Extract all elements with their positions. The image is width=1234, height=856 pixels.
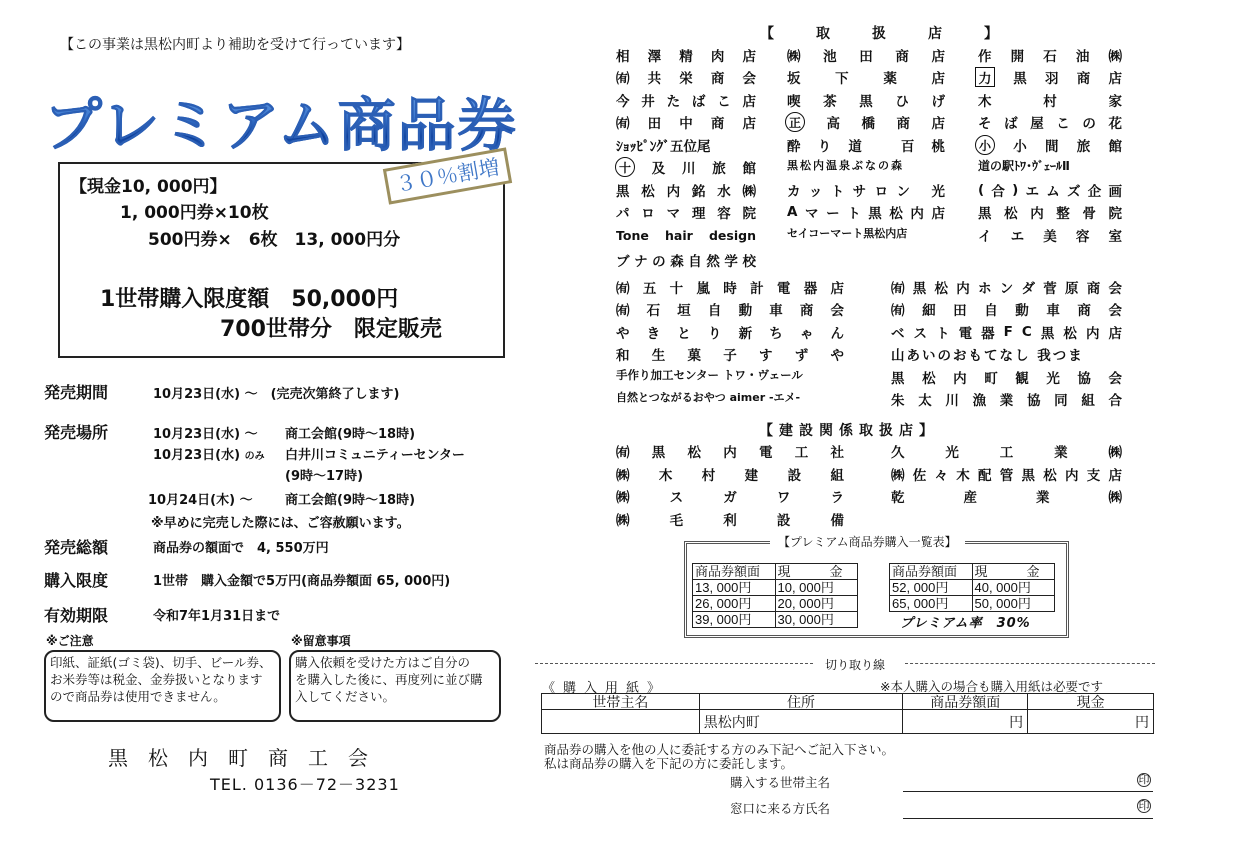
remarks-box <box>289 650 501 722</box>
face-value-cell: 52, 000円 <box>890 580 973 596</box>
store-item: ベ ス ト 電 器 F C 黒 松 内 店 <box>891 324 1122 342</box>
store-item: 自然とつながるおやつ aimer -エメ- <box>616 391 801 404</box>
store-item: カ ッ ト サ ロ ン 光 <box>787 184 945 200</box>
premium-table-right <box>889 563 1055 612</box>
store-item: 相 澤 精 肉 店 <box>616 49 756 65</box>
store-item: ㈱ 毛 利 設 備 <box>616 513 844 529</box>
expiry-value: 令和7年1月31日まで <box>153 609 281 624</box>
store-item: ㈲ 田 中 商 店 <box>616 116 756 132</box>
household-count: 700世帯分 限定販売 <box>220 317 442 342</box>
sale-period-value: 10月23日(水) ～ (完売次第終了します) <box>153 387 400 402</box>
caution-line: ので商品券は使用できません。 <box>50 689 226 704</box>
organization-name: 黒松内町商工会 <box>108 746 388 770</box>
total-sales-value: 商品券の額面で 4, 550万円 <box>153 541 329 556</box>
expiry-label: 有効期限 <box>44 606 109 625</box>
store-item: イ エ 美 容 室 <box>978 229 1122 245</box>
header-face-value: 商品券額面 <box>903 694 1028 710</box>
caution-box <box>44 650 281 722</box>
store-item: 黒松内温泉ぶなの森 <box>787 159 904 172</box>
seal-icon: 印 <box>1138 799 1150 812</box>
sale-place-2-hours: (9時～17時) <box>285 469 364 484</box>
header-face-value: 商品券額面 <box>890 564 973 580</box>
caution-line: 印紙、証紙(ゴミ袋)、切手、ビール券、 <box>50 655 272 670</box>
purchase-limit-label: 購入限度 <box>44 571 109 590</box>
visitor-sign-field[interactable] <box>903 818 1153 819</box>
store-item: 十 及 川 旅 館 <box>615 157 756 177</box>
ticket-500-count: 500円券× 6枚 13, 000円分 <box>148 230 401 250</box>
circle-cross-icon: 十 <box>615 157 635 177</box>
store-item: パ ロ マ 理 容 院 <box>616 206 756 222</box>
store-item: ㈱ ス ガ ワ ラ <box>616 490 844 506</box>
premium-stamp: ３０％割増 <box>383 147 512 204</box>
table-header-row <box>890 564 1055 580</box>
remarks-line: を購入した後に、再度列に並び購 <box>295 672 483 687</box>
store-item: 今 井 た ば こ 店 <box>616 94 756 110</box>
cash-cell: 30, 000円 <box>775 612 858 628</box>
face-value-field[interactable]: 円 <box>903 710 1028 734</box>
store-item: Tone hair design <box>616 227 756 243</box>
store-item: ㈱ 池 田 商 店 <box>787 49 945 65</box>
stores-heading: 【 取 扱 店 】 <box>760 26 1012 42</box>
table-row <box>890 580 1055 596</box>
cash-field[interactable]: 円 <box>1028 710 1154 734</box>
header-face-value: 商品券額面 <box>693 564 776 580</box>
householder-sign-field[interactable] <box>903 791 1153 792</box>
remarks-line: 入してください。 <box>295 689 396 704</box>
store-item: ㈲ 共 栄 商 会 <box>616 71 756 87</box>
circle-sho-icon: 正 <box>785 112 805 132</box>
householder-sign-label: 購入する世帯主名 <box>730 775 831 790</box>
page-title: プレミアム商品券 <box>44 78 518 162</box>
sale-apology: ※早めに完売した際には、ご容赦願います。 <box>151 516 410 531</box>
store-item: ㈱ 佐 々 木 配 管 黒 松 内 支 店 <box>891 468 1122 484</box>
store-item: 力 黒 羽 商 店 <box>975 67 1122 87</box>
header-cash: 現 金 <box>972 564 1055 580</box>
table-row <box>693 612 858 628</box>
purchase-form-table <box>541 693 1154 734</box>
header-address: 住所 <box>699 694 903 710</box>
store-item: ( 合 ) エ ム ズ 企 画 <box>978 182 1122 200</box>
remarks-title: ※留意事項 <box>291 634 351 648</box>
cash-amount: 【現金10, 000円】 <box>70 177 227 197</box>
dashed-line <box>905 663 1155 664</box>
sale-place-3: 商工会館(9時～18時) <box>285 493 416 508</box>
premium-table-left <box>692 563 858 628</box>
visitor-sign-label: 窓口に来る方氏名 <box>730 801 831 816</box>
face-value-cell: 39, 000円 <box>693 612 776 628</box>
delegation-instruction: 商品券の購入を他の人に委託する方のみ下記へご記入下さい。 <box>544 742 895 757</box>
sale-period-label: 発売期間 <box>44 383 109 402</box>
store-item: 坂 下 薬 店 <box>787 71 945 87</box>
organization-tel: TEL. 0136－72－3231 <box>210 775 400 794</box>
store-item: ㈲ 黒 松 内 電 工 社 <box>616 445 844 461</box>
sale-place-2: 白井川コミュニティーセンター <box>285 448 465 463</box>
store-item: 手作り加工センター トワ・ヴェール <box>616 368 803 382</box>
table-row <box>890 596 1055 612</box>
store-item: ㈲ 黒 松 内 ホ ン ダ 菅 原 商 会 <box>891 281 1122 297</box>
store-item: 黒 松 内 銘 水 ㈱ <box>616 184 756 200</box>
purchase-form-title: 《購入用紙》 <box>542 681 669 696</box>
store-item: ㈲ 石 垣 自 動 車 商 会 <box>616 303 844 319</box>
store-item: 朱 太 川 漁 業 協 同 組 合 <box>891 393 1122 409</box>
form-header-row <box>542 694 1154 710</box>
table-row <box>693 596 858 612</box>
ticket-1000-count: 1, 000円券×10枚 <box>120 203 269 223</box>
store-item: 道の駅ﾄﾜ･ｳﾞｪｰﾙⅡ <box>978 159 1070 173</box>
face-value-cell: 13, 000円 <box>693 580 776 596</box>
sale-place-date-1: 10月23日(水) ～ <box>153 427 258 442</box>
sale-place-date-3: 10月24日(木) ～ <box>148 493 253 508</box>
store-item: 小 小 間 旅 館 <box>975 135 1122 155</box>
face-value-cell: 26, 000円 <box>693 596 776 612</box>
store-item: 木 村 家 <box>978 94 1122 110</box>
header-cash: 現金 <box>1028 694 1154 710</box>
address-field[interactable]: 黒松内町 <box>699 710 903 734</box>
store-item: や き と り 新 ち ゃ ん <box>616 326 844 342</box>
store-item: ㈱ 木 村 建 設 組 <box>616 468 844 484</box>
form-entry-row <box>542 710 1154 734</box>
store-item: ㈲ 五 十 嵐 時 計 電 器 店 <box>616 281 844 297</box>
householder-name-field[interactable] <box>542 710 700 734</box>
store-item: ｼｮｯﾋﾟﾝｸﾞ五位尾 <box>616 139 711 155</box>
square-ka-icon: 力 <box>975 67 995 87</box>
cash-cell: 20, 000円 <box>775 596 858 612</box>
circle-ko-icon: 小 <box>975 135 995 155</box>
store-item: 乾 産 業 ㈱ <box>891 490 1122 506</box>
store-item: 酔 り 道 百 桃 <box>787 139 945 155</box>
dashed-line <box>535 663 813 664</box>
sale-place-date-2: 10月23日(水) のみ <box>153 448 265 463</box>
store-item: ㈲ 細 田 自 動 車 商 会 <box>891 303 1122 319</box>
store-item: 作 開 石 油 ㈱ <box>978 49 1122 65</box>
cash-cell: 50, 000円 <box>972 596 1055 612</box>
cash-cell: 10, 000円 <box>775 580 858 596</box>
store-item: 山あいのおもてなし 我つま <box>891 348 1084 364</box>
store-item: 喫 茶 黒 ひ げ <box>787 94 945 110</box>
cut-line-label: 切り取り線 <box>821 656 889 673</box>
header-cash: 現 金 <box>775 564 858 580</box>
remarks-line: 購入依頼を受けた方はご自分の <box>295 655 471 670</box>
face-value-cell: 65, 000円 <box>890 596 973 612</box>
caution-line: お米券等は税金、金券扱いとなります <box>50 672 263 687</box>
premium-table-title: 【プレミアム商品券購入一覧表】 <box>770 533 965 550</box>
store-item: ブ ナ の 森 自 然 学 校 <box>616 254 756 270</box>
store-item: 黒 松 内 整 骨 院 <box>978 206 1122 222</box>
delegation-statement: 私は商品券の購入を下記の方に委託します。 <box>544 756 794 771</box>
purchase-limit-value: 1世帯 購入金額で5万円(商品券額面 65, 000円) <box>153 574 451 589</box>
table-row <box>693 580 858 596</box>
total-sales-label: 発売総額 <box>44 538 109 557</box>
sale-place-1: 商工会館(9時～18時) <box>285 427 416 442</box>
table-header-row <box>693 564 858 580</box>
purchase-form-note: ※本人購入の場合も購入用紙は必要です <box>880 679 1103 694</box>
seal-icon: 印 <box>1138 773 1150 786</box>
construction-heading: 【建設関係取扱店】 <box>759 423 939 439</box>
caution-title: ※ご注意 <box>46 634 94 648</box>
sale-place-label: 発売場所 <box>44 423 109 442</box>
store-item: 黒 松 内 町 観 光 協 会 <box>891 371 1122 387</box>
store-item: セイコーマート黒松内店 <box>787 227 908 240</box>
cut-line <box>535 656 1155 670</box>
store-item: そ ば 屋 こ の 花 <box>978 116 1122 132</box>
premium-rate: プレミアム率 30% <box>900 616 1031 631</box>
store-item: A マ ー ト 黒 松 内 店 <box>787 204 945 222</box>
subsidy-note: 【この事業は黒松内町より補助を受けて行っています】 <box>60 37 410 53</box>
header-householder: 世帯主名 <box>542 694 700 710</box>
store-item: 久 光 工 業 ㈱ <box>891 445 1122 461</box>
household-limit: 1世帯購入限度額 50,000円 <box>100 287 399 312</box>
store-item: 和 生 菓 子 す ず や <box>616 348 844 364</box>
cash-cell: 40, 000円 <box>972 580 1055 596</box>
store-item: 正 高 橋 商 店 <box>785 112 945 132</box>
